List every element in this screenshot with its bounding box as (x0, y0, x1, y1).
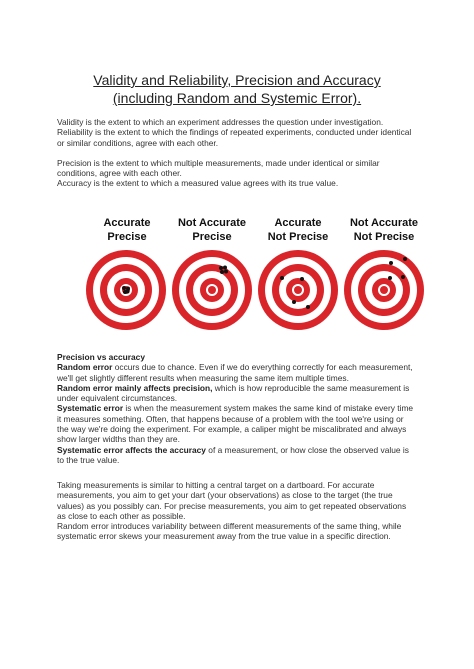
random-affects-paragraph: Random error mainly affects precision, which is how reproducible the same measurement is under equivalent circumstances. (57, 382, 410, 404)
target-not-accurate-not-precise-icon (343, 249, 425, 331)
random-vs-systematic-paragraph: Random error introduces variability between different measurements of the same thing, while systematic error skews your measurement away from the true value in a specific direction. (57, 521, 402, 542)
intro-block (57, 117, 417, 189)
precision-definition: Precision is the extent to which multiple measurements, made under identical or similar conditions, agree with each other. (57, 157, 380, 179)
target-label-4: Not Accurate Not Precise (349, 217, 419, 243)
target-accurate-not-precise-icon (257, 249, 339, 331)
title-line-2: (including Random and Systemic Error). (112, 90, 362, 106)
dartboard-paragraph: Taking measurements is similar to hitting a central target on a dartboard. For accurate measurements, you aim to get your dart (your observations) as close to the target (the true values) as you possibly can. For precise measurements, you aim to get repeated observations as close to each other as possible. (57, 480, 407, 521)
reliability-definition: Reliability is the extent to which the findings of repeated experiments, conducted under identical or similar conditions, agree with each other. (57, 127, 412, 148)
precision-vs-accuracy-section (57, 352, 417, 465)
target-accurate-precise-icon (85, 249, 167, 331)
target-label-3: Accurate Not Precise (267, 217, 329, 243)
targets-figure (85, 216, 425, 336)
target-not-accurate-precise-icon (171, 249, 253, 331)
document-title (40, 71, 434, 107)
title-line-1: Validity and Reliability, Precision and Accuracy (93, 72, 381, 88)
accuracy-definition: Accuracy is the extent to which a measured value agrees with its true value. (57, 178, 339, 189)
systematic-affects-paragraph: Systematic error affects the accuracy of a measurement, or how close the observed value is to the true value. (57, 444, 409, 465)
closing-block (57, 480, 417, 542)
section-heading: Precision vs accuracy (57, 352, 145, 362)
validity-definition: Validity is the extent to which an experiment addresses the question under investigation. (57, 117, 384, 127)
systematic-error-paragraph: Systematic error is when the measurement system makes the same kind of mistake every time it measures something. Often, that happens because of a problem with the tool we're using or the way we're doing the experiment. For example, a caliper might be miscalibrated and always show larger widths than they are. (57, 403, 414, 445)
random-error-paragraph: Random error occurs due to chance. Even if we do everything correctly for each measurement, we'll get slightly different results when measuring the same item multiple times. (57, 362, 413, 383)
target-label-1: Accurate Precise (103, 217, 151, 243)
target-label-2: Not Accurate Precise (177, 217, 247, 243)
